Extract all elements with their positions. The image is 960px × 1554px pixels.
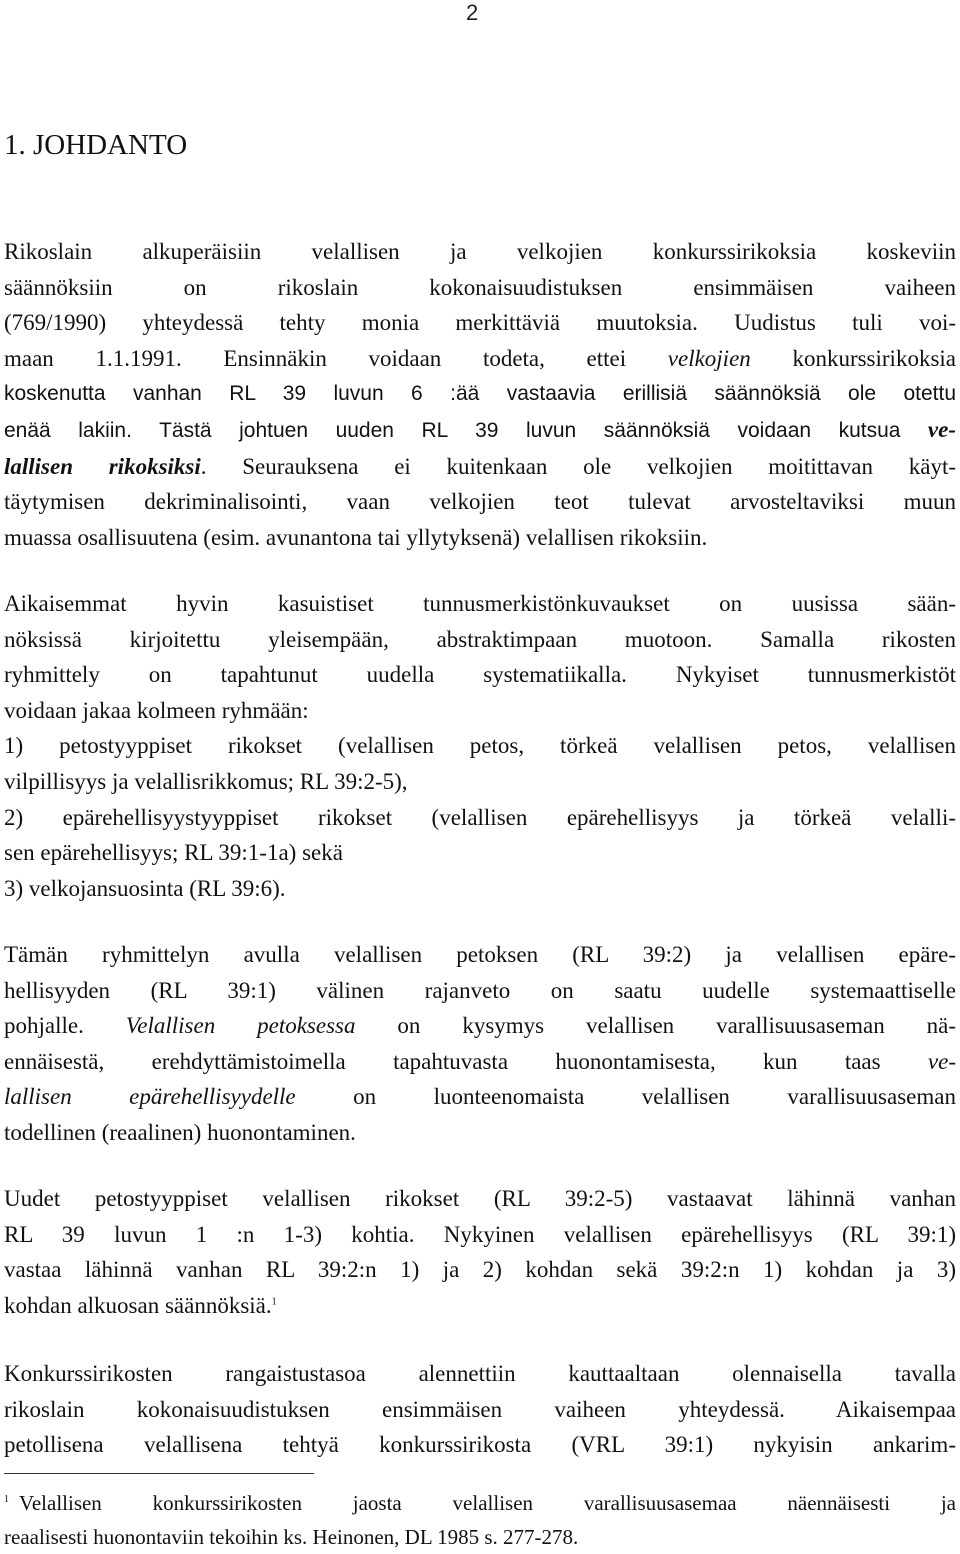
text-line: voidaan jakaa kolmeen ryhmään: [4,697,309,723]
paragraph-5 [4,1356,956,1463]
text-line: petollisena velallisena tehtyä konkurssirikosta (VRL 39:1) nykyisin ankarim- [4,1432,956,1458]
text-line: säännöksiin on rikoslain kokonaisuudistuksen ensimmäisen vaiheen [4,274,956,300]
footnote-line [4,1486,956,1520]
text-line [4,412,956,449]
text-run: on kysymys velallisen varallisuusaseman nä- [355,1013,956,1039]
paragraph-2 [4,586,956,906]
list-item-continued: vilpillisyys ja velallisrikkomus; RL 39:2-5), [4,768,408,794]
footnote-line: reaalisesti huonontaviin tekoihin ks. Heinonen, DL 1985 s. 277-278. [4,1525,579,1549]
text-line: Uudet petostyyppiset velallisen rikokset (RL 39:2-5) vastaavat lähinnä vanhan [4,1186,956,1211]
list-item: 2) epärehellisyystyyppiset rikokset (velallisen epärehellisyys ja törkeä velalli- [4,804,956,830]
text-line: RL 39 luvun 1 :n 1-3) kohtia. Nykyinen velallisen epärehellisyys (RL 39:1) [4,1221,956,1247]
text-run: on luonteenomaista velallisen varallisuusaseman [295,1084,956,1110]
text-line: nöksissä kirjoitettu yleisempään, abstraktimpaan muotoon. Samalla rikosten [4,626,956,652]
text-line: hellisyyden (RL 39:1) välinen rajanveto on saatu uudelle systemaattiselle [4,977,956,1003]
text-line: Aikaisemmat hyvin kasuistiset tunnusmerkistönkuvaukset on uusissa sään- [4,591,956,616]
text-line: koskenutta vanhan RL 39 luvun 6 :ää vastaavia erillisiä säännöksiä ole otettu [4,382,956,406]
page-number: 2 [466,0,479,25]
emphasis-ve: ve- [927,1048,956,1074]
footnote [4,1486,956,1554]
text-line [4,449,956,485]
text-line [4,1079,956,1115]
text-run: kohdan alkuosan säännöksiä. [4,1292,272,1318]
section-heading: 1. JOHDANTO [4,129,188,161]
list-item-continued: sen epärehellisyys; RL 39:1-1a) sekä [4,840,343,866]
text-run: ennäisestä, erehdyttämistoimella tapahtuvasta huonontamisesta, kun taas [4,1048,928,1074]
text-line: Tämän ryhmittelyn avulla velallisen petoksen (RL 39:2) ja velallisen epäre- [4,942,956,967]
paragraph-1 [4,234,956,555]
emphasis-epärehellisyydelle: lallisen epärehellisyydelle [4,1084,296,1110]
paragraph-3 [4,937,956,1151]
footnote-separator [4,1473,314,1474]
text-line: todellinen (reaalinen) huonontaminen. [4,1119,356,1145]
text-line: muassa osallisuutena (esim. avunantona tai yllytyksenä) velallisen rikoksiin. [4,524,708,550]
list-item: 3) velkojansuosinta (RL 39:6). [4,875,286,901]
text-line [4,1008,956,1044]
text-line: täytymisen dekriminalisointi, vaan velkojien teot tulevat arvosteltaviksi muun [4,489,956,515]
paragraph-4 [4,1181,956,1323]
text-line: ryhmittely on tapahtunut uudella systematiikalla. Nykyiset tunnusmerkistöt [4,662,956,688]
emphasis-velallisen-petoksessa: Velallisen petoksessa [125,1013,356,1039]
text-run: pohjalle. [4,1013,126,1039]
emphasis-velallisen: ve- [900,416,956,442]
text-run: maan 1.1.1991. Ensinnäkin voidaan todeta, ettei [4,345,668,371]
text-line: vastaa lähinnä vanhan RL 39:2:n 1) ja 2) kohdan sekä 39:2:n 1) kohdan ja 3) [4,1257,956,1283]
text-run: konkurssirikoksia [750,345,956,371]
footnote-reference[interactable]: 1 [271,1296,277,1308]
text-line: Konkurssirikosten rangaistustasoa alennettiin kauttaaltaan olennaisella tavalla [4,1361,956,1386]
list-item: 1) petostyyppiset rikokset (velallisen petos, törkeä velallisen petos, velallisen [4,733,956,759]
emphasis-rikoksiksi: lallisen rikoksiksi [4,453,201,479]
text-line [4,341,956,377]
text-line [4,1288,956,1324]
text-run: Velallisen konkurssirikosten jaosta velallisen varallisuusasemaa näennäisesti ja [19,1491,956,1515]
text-run: enää lakiin. Tästä johtuen uuden RL 39 luvun säännöksiä voidaan kutsua [4,418,901,442]
text-line: rikoslain kokonaisuudistuksen ensimmäisen vaiheen yhteydessä. Aikaisempaa [4,1396,956,1422]
text-run: . Seurauksena ei kuitenkaan ole velkojien moitittavan käyt- [200,453,956,479]
emphasis-velkojien: velkojien [667,345,751,371]
footnote-marker: 1 [4,1494,9,1505]
text-line [4,1044,956,1080]
text-line: (769/1990) yhteydessä tehty monia merkittäviä muutoksia. Uudistus tuli voi- [4,310,956,336]
text-line: Rikoslain alkuperäisiin velallisen ja velkojien konkurssirikoksia koskeviin [4,239,956,264]
